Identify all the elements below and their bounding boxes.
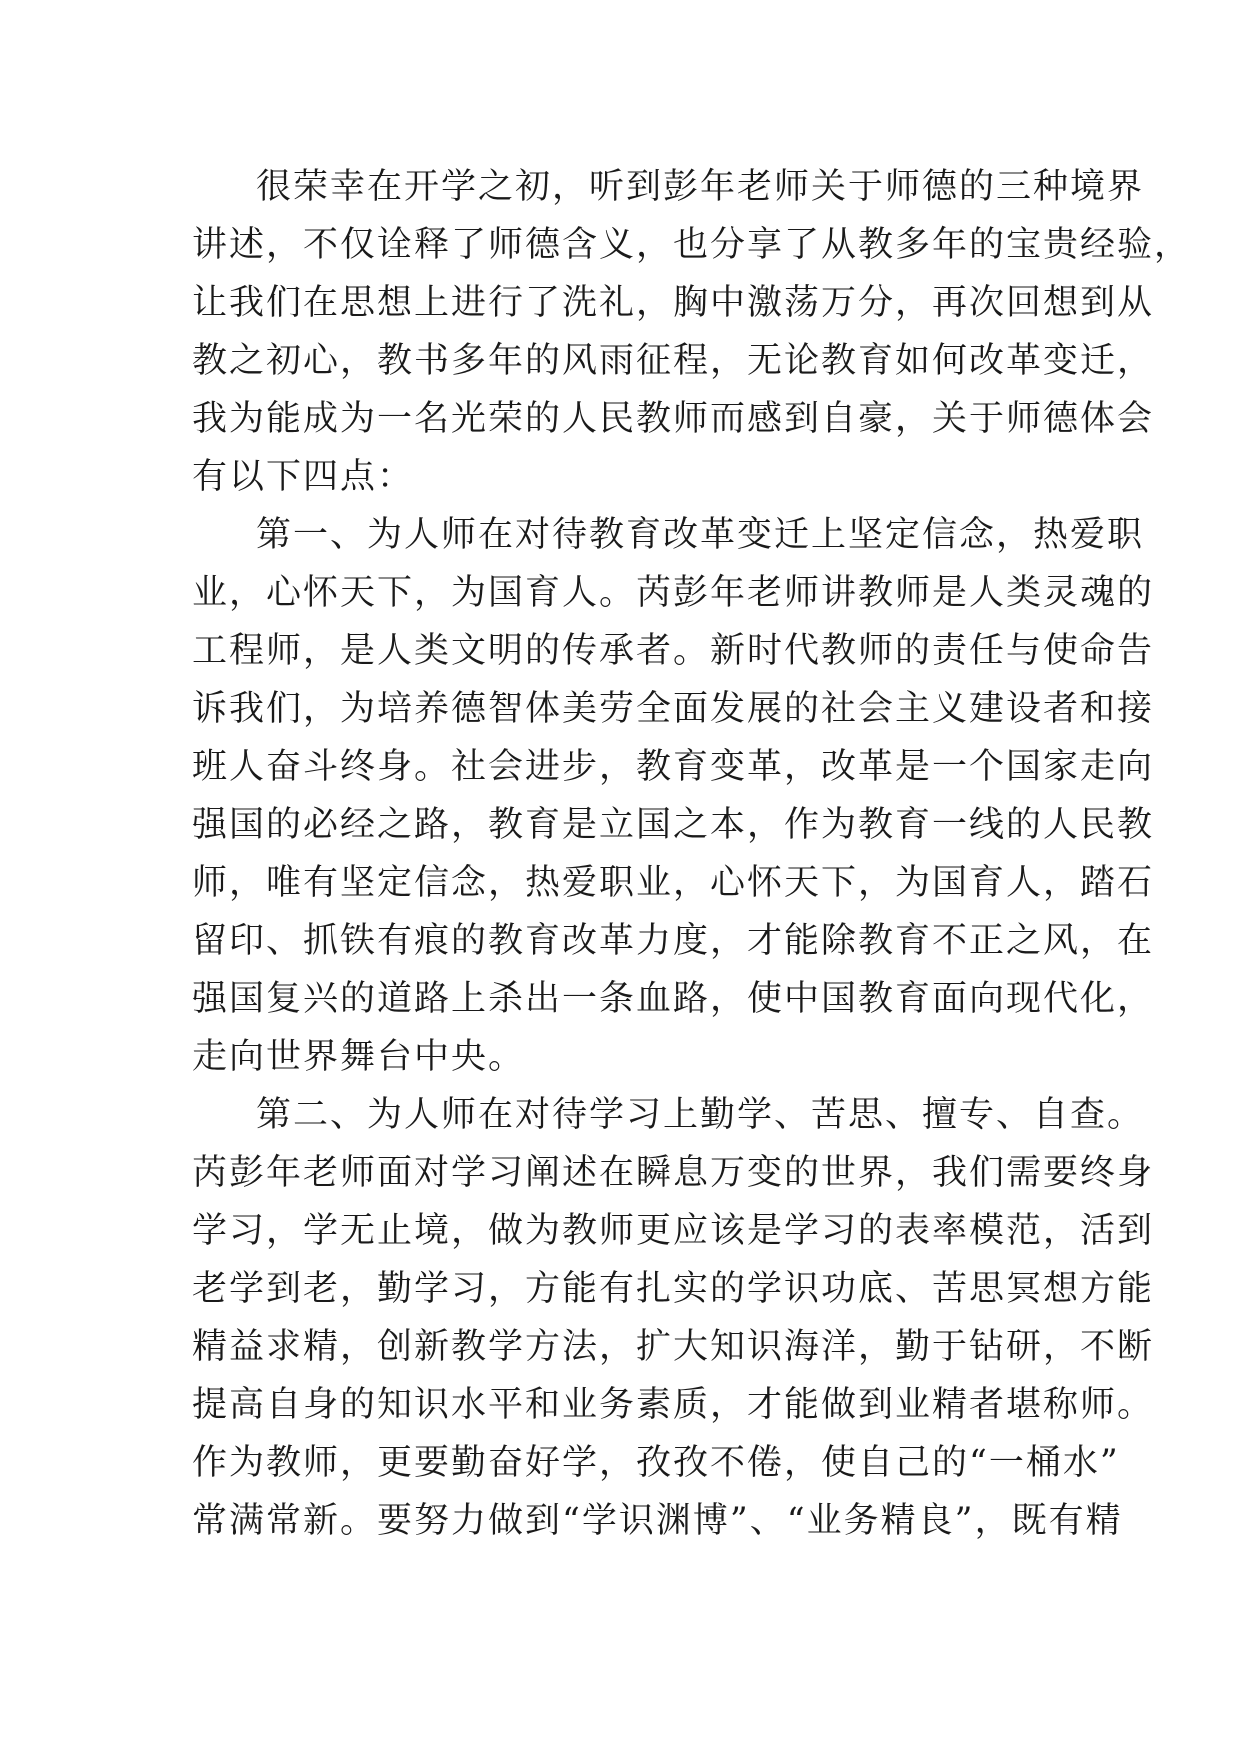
text-line: 学习，学无止境，做为教师更应该是学习的表率模范，活到 [192,1211,1155,1251]
text-line: 讲述，不仅诠释了师德含义，也分享了从教多年的宝贵经验， [192,225,1192,265]
paragraph-2 [192,506,1155,1086]
text-line: 业，心怀天下，为国育人。芮彭年老师讲教师是人类灵魂的 [192,573,1155,613]
text-line: 有以下四点： [192,457,415,497]
text-line: 我为能成为一名光荣的人民教师而感到自豪，关于师德体会 [192,399,1155,439]
text-line: 作为教师，更要勤奋好学，孜孜不倦，使自己的“一桶水” [192,1443,1120,1483]
text-line: 教之初心，教书多年的风雨征程，无论教育如何改革变迁， [192,341,1155,381]
text-line: 精益求精，创新教学方法，扩大知识海洋，勤于钻研，不断 [192,1327,1155,1367]
paragraph-3 [192,1086,1155,1550]
text-line: 让我们在思想上进行了洗礼，胸中激荡万分，再次回想到从 [192,283,1155,323]
text-line: 第一、为人师在对待教育改革变迁上坚定信念，热爱职 [256,515,1145,555]
text-line: 班人奋斗终身。社会进步，教育变革，改革是一个国家走向 [192,747,1155,787]
body-text [192,158,1192,1550]
text-line: 工程师，是人类文明的传承者。新时代教师的责任与使命告 [192,631,1155,671]
text-line: 走向世界舞台中央。 [192,1037,526,1077]
text-line: 芮彭年老师面对学习阐述在瞬息万变的世界，我们需要终身 [192,1153,1155,1193]
text-line: 常满常新。要努力做到“学识渊博”、“业务精良”，既有精 [192,1501,1123,1541]
text-line: 第二、为人师在对待学习上勤学、苦思、擅专、自查。 [256,1095,1145,1135]
text-line: 提高自身的知识水平和业务素质，才能做到业精者堪称师。 [192,1385,1155,1425]
text-line: 强国复兴的道路上杀出一条血路，使中国教育面向现代化， [192,979,1155,1019]
text-line: 留印、抓铁有痕的教育改革力度，才能除教育不正之风，在 [192,921,1155,961]
paragraph-1 [192,158,1192,506]
text-line: 老学到老，勤学习，方能有扎实的学识功底、苦思冥想方能 [192,1269,1155,1309]
text-line: 强国的必经之路，教育是立国之本，作为教育一线的人民教 [192,805,1155,845]
text-line: 诉我们，为培养德智体美劳全面发展的社会主义建设者和接 [192,689,1155,729]
text-line: 师，唯有坚定信念，热爱职业，心怀天下，为国育人，踏石 [192,863,1155,903]
text-line: 很荣幸在开学之初，听到彭年老师关于师德的三种境界 [256,167,1145,207]
